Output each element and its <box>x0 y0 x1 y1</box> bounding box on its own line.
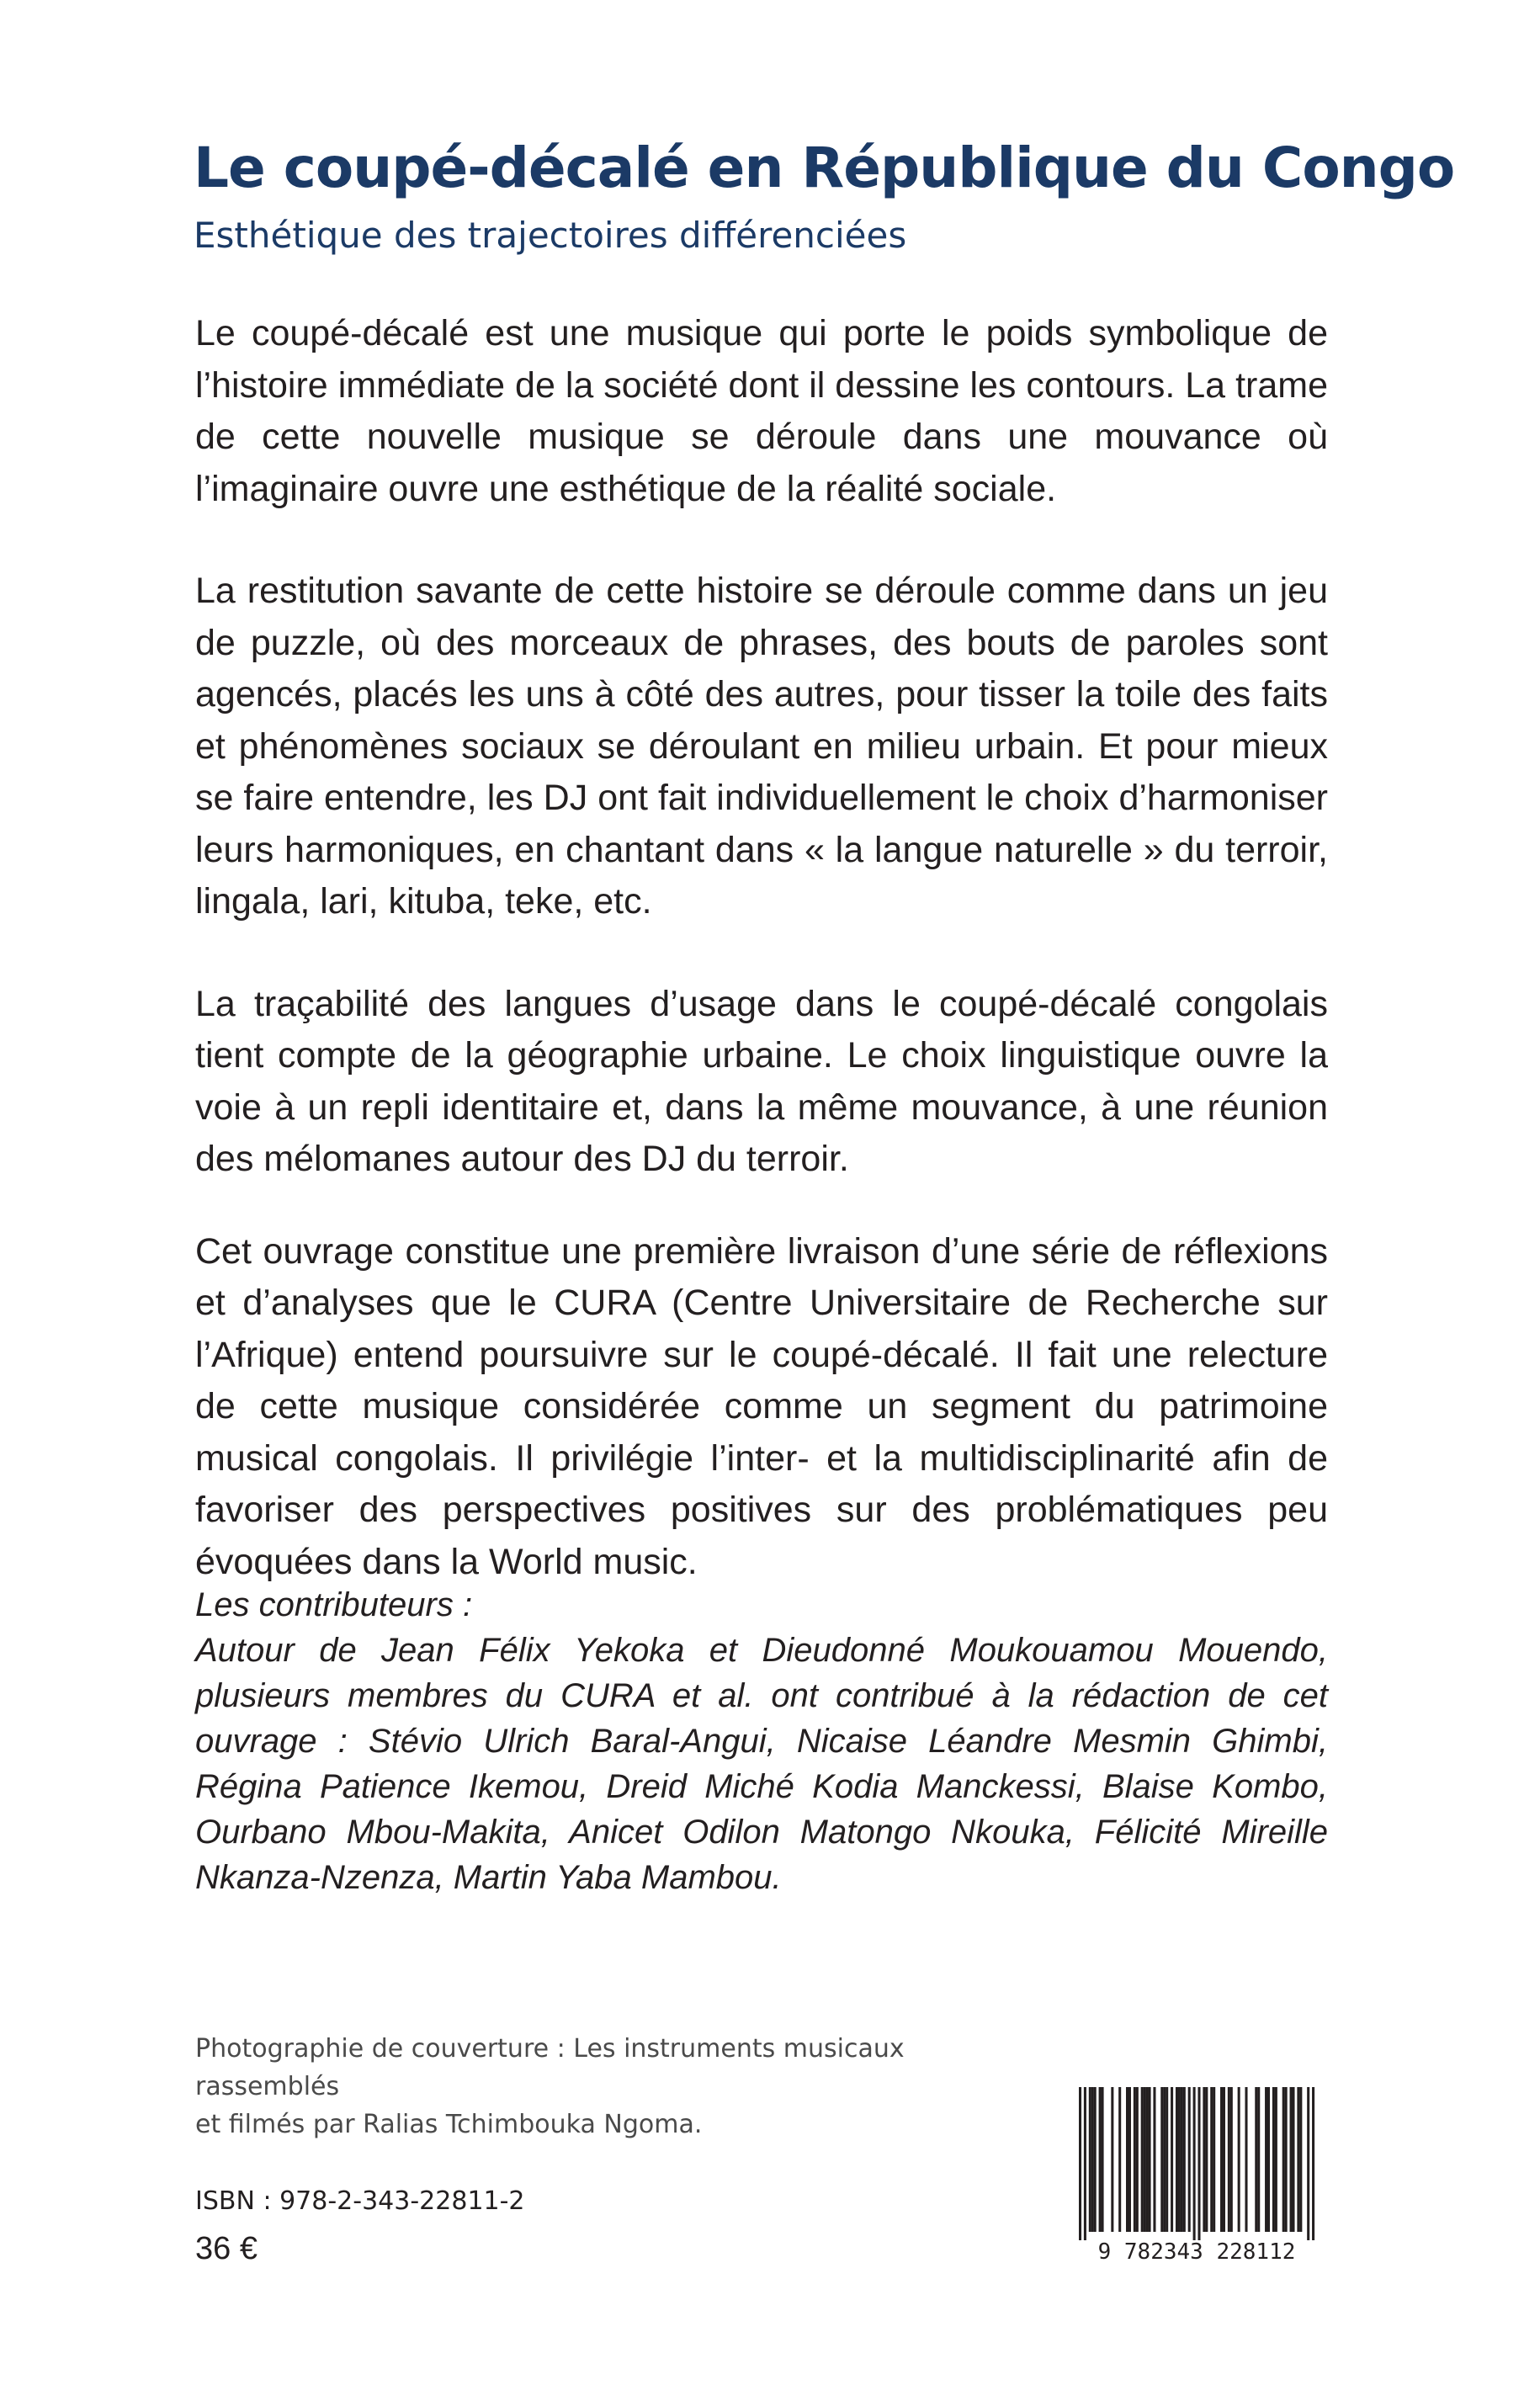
barcode-bar <box>1312 2087 1314 2240</box>
barcode-bar <box>1188 2087 1191 2232</box>
barcode-bar <box>1181 2087 1183 2232</box>
barcode-bar <box>1205 2087 1208 2232</box>
barcode-bar <box>1134 2087 1136 2232</box>
barcode-bars <box>1079 2087 1314 2240</box>
barcode-bar <box>1223 2087 1225 2232</box>
barcode-bar <box>1128 2087 1131 2232</box>
summary-paragraph-4: Cet ouvrage constitue une première livraison d’une série de réflexions et d’analyses que le CURA (Centre Universitaire de Recherche sur l’Afrique) entend poursuivre sur le coupé-décalé. Il fait une relecture de cette musique considérée comme un segment du patrimoine musical congolais. Il privilégie l’inter- et la multidisciplinarité afin de favoriser des perspectives positives sur des problématiques peu évoquées dans la World music. <box>195 1230 1328 1582</box>
photo-credit-line-1: Photographie de couverture : Les instruments musicaux rassemblés <box>195 2034 905 2101</box>
barcode-bar <box>1210 2087 1213 2232</box>
contributors-block <box>195 1582 1328 1900</box>
contributors-heading: Les contributeurs : <box>195 1586 473 1623</box>
summary-paragraph-3: La traçabilité des langues d’usage dans le coupé-décalé congolais tient compte de la géographie urbaine. Le choix linguistique ouvre la voie à un repli identitaire et, dans la même mouvance, à une réunion des mélomanes autour des DJ du terroir. <box>195 983 1328 1179</box>
barcode-bar <box>1238 2087 1240 2232</box>
barcode-bar <box>1089 2087 1091 2232</box>
barcode-bar <box>1118 2087 1121 2232</box>
barcode-bar <box>1193 2087 1196 2240</box>
barcode-bar <box>1228 2087 1230 2232</box>
barcode-bar <box>1282 2087 1285 2232</box>
barcode-bar <box>1272 2087 1275 2232</box>
barcode-bar <box>1213 2087 1215 2232</box>
book-subtitle: Esthétique des trajectoires différenciées <box>194 215 907 256</box>
contributors-list: Autour de Jean Félix Yekoka et Dieudonné Moukouamou Mouendo, plusieurs membres du CURA et al. ont contribué à la rédaction de cet ouvrage : Stévio Ulrich Baral-Angui, Nicaise Léandre Mesmin Ghimbi, Régina Patience Ikemou, Dreid Miché Kodia Manckessi, Blaise Kombo, Ourbano Mbou-Makita, Anicet Odilon Matongo Nkouka, Félicité Mireille Nkanza-Nzenza, Martin Yaba Mambou. <box>195 1632 1328 1896</box>
book-title: Le coupé-décalé en République du Congo <box>194 135 1455 200</box>
barcode-bar <box>1197 2087 1200 2240</box>
barcode-bar <box>1166 2087 1168 2232</box>
summary-paragraph-2: La restitution savante de cette histoire se déroule comme dans un jeu de puzzle, où des morceaux de phrases, des bouts de paroles sont agencés, placés les uns à côté des autres, pour tisser la toile des faits et phénomènes sociaux se déroulant en milieu urbain. Et pour mieux se faire entendre, les DJ ont fait individuellement le choix d’harmoniser leurs harmoniques, en chantant dans « la langue naturelle » du terroir, lingala, lari, kituba, teke, etc. <box>195 571 1328 922</box>
barcode-bar <box>1203 2087 1205 2232</box>
barcode-bar <box>1267 2087 1270 2232</box>
barcode <box>1070 2087 1323 2264</box>
barcode-bar <box>1257 2087 1260 2232</box>
barcode-bar <box>1163 2087 1166 2232</box>
barcode-bar <box>1160 2087 1163 2232</box>
barcode-bar <box>1255 2087 1257 2232</box>
barcode-bar <box>1149 2087 1151 2232</box>
barcode-bar <box>1144 2087 1146 2232</box>
photo-credit <box>195 2030 1054 2143</box>
summary-paragraph-1: Le coupé-décalé est une musique qui porte le poids symbolique de l’histoire immédiate de la société dont il dessine les contours. La trame de cette nouvelle musique se déroule dans une mouvance où l’imaginaire ouvre une esthétique de la réalité sociale. <box>195 313 1328 509</box>
barcode-bar <box>1084 2087 1086 2240</box>
barcode-bar <box>1299 2087 1302 2232</box>
barcode-bar <box>1275 2087 1277 2232</box>
barcode-bar <box>1290 2087 1293 2232</box>
barcode-bar <box>1292 2087 1294 2232</box>
price-label: 36 € <box>195 2231 258 2266</box>
isbn-label: ISBN : 978-2-343-22811-2 <box>195 2186 525 2216</box>
barcode-bar <box>1141 2087 1144 2232</box>
barcode-bar <box>1146 2087 1149 2232</box>
barcode-bar <box>1102 2087 1104 2232</box>
barcode-bar <box>1171 2087 1173 2232</box>
barcode-bar <box>1183 2087 1186 2232</box>
barcode-digits: 9 782343 228112 <box>1097 2239 1296 2264</box>
barcode-bar <box>1099 2087 1102 2232</box>
barcode-bar <box>1230 2087 1233 2232</box>
barcode-bar <box>1079 2087 1081 2240</box>
barcode-bar <box>1136 2087 1139 2232</box>
barcode-bar <box>1297 2087 1299 2232</box>
barcode-bar <box>1176 2087 1178 2232</box>
barcode-bar <box>1265 2087 1267 2232</box>
barcode-bar <box>1307 2087 1309 2240</box>
barcode-bar <box>1285 2087 1288 2232</box>
barcode-bar <box>1111 2087 1113 2232</box>
barcode-bar <box>1245 2087 1247 2232</box>
barcode-graphic <box>1070 2087 1323 2264</box>
summary-text <box>195 308 1328 1639</box>
barcode-bar <box>1220 2087 1223 2232</box>
barcode-bar <box>1091 2087 1094 2232</box>
barcode-bar <box>1153 2087 1155 2232</box>
barcode-bar <box>1178 2087 1181 2232</box>
barcode-bar <box>1126 2087 1128 2232</box>
photo-credit-line-2: et filmés par Ralias Tchimbouka Ngoma. <box>195 2110 703 2139</box>
barcode-bar <box>1094 2087 1097 2232</box>
